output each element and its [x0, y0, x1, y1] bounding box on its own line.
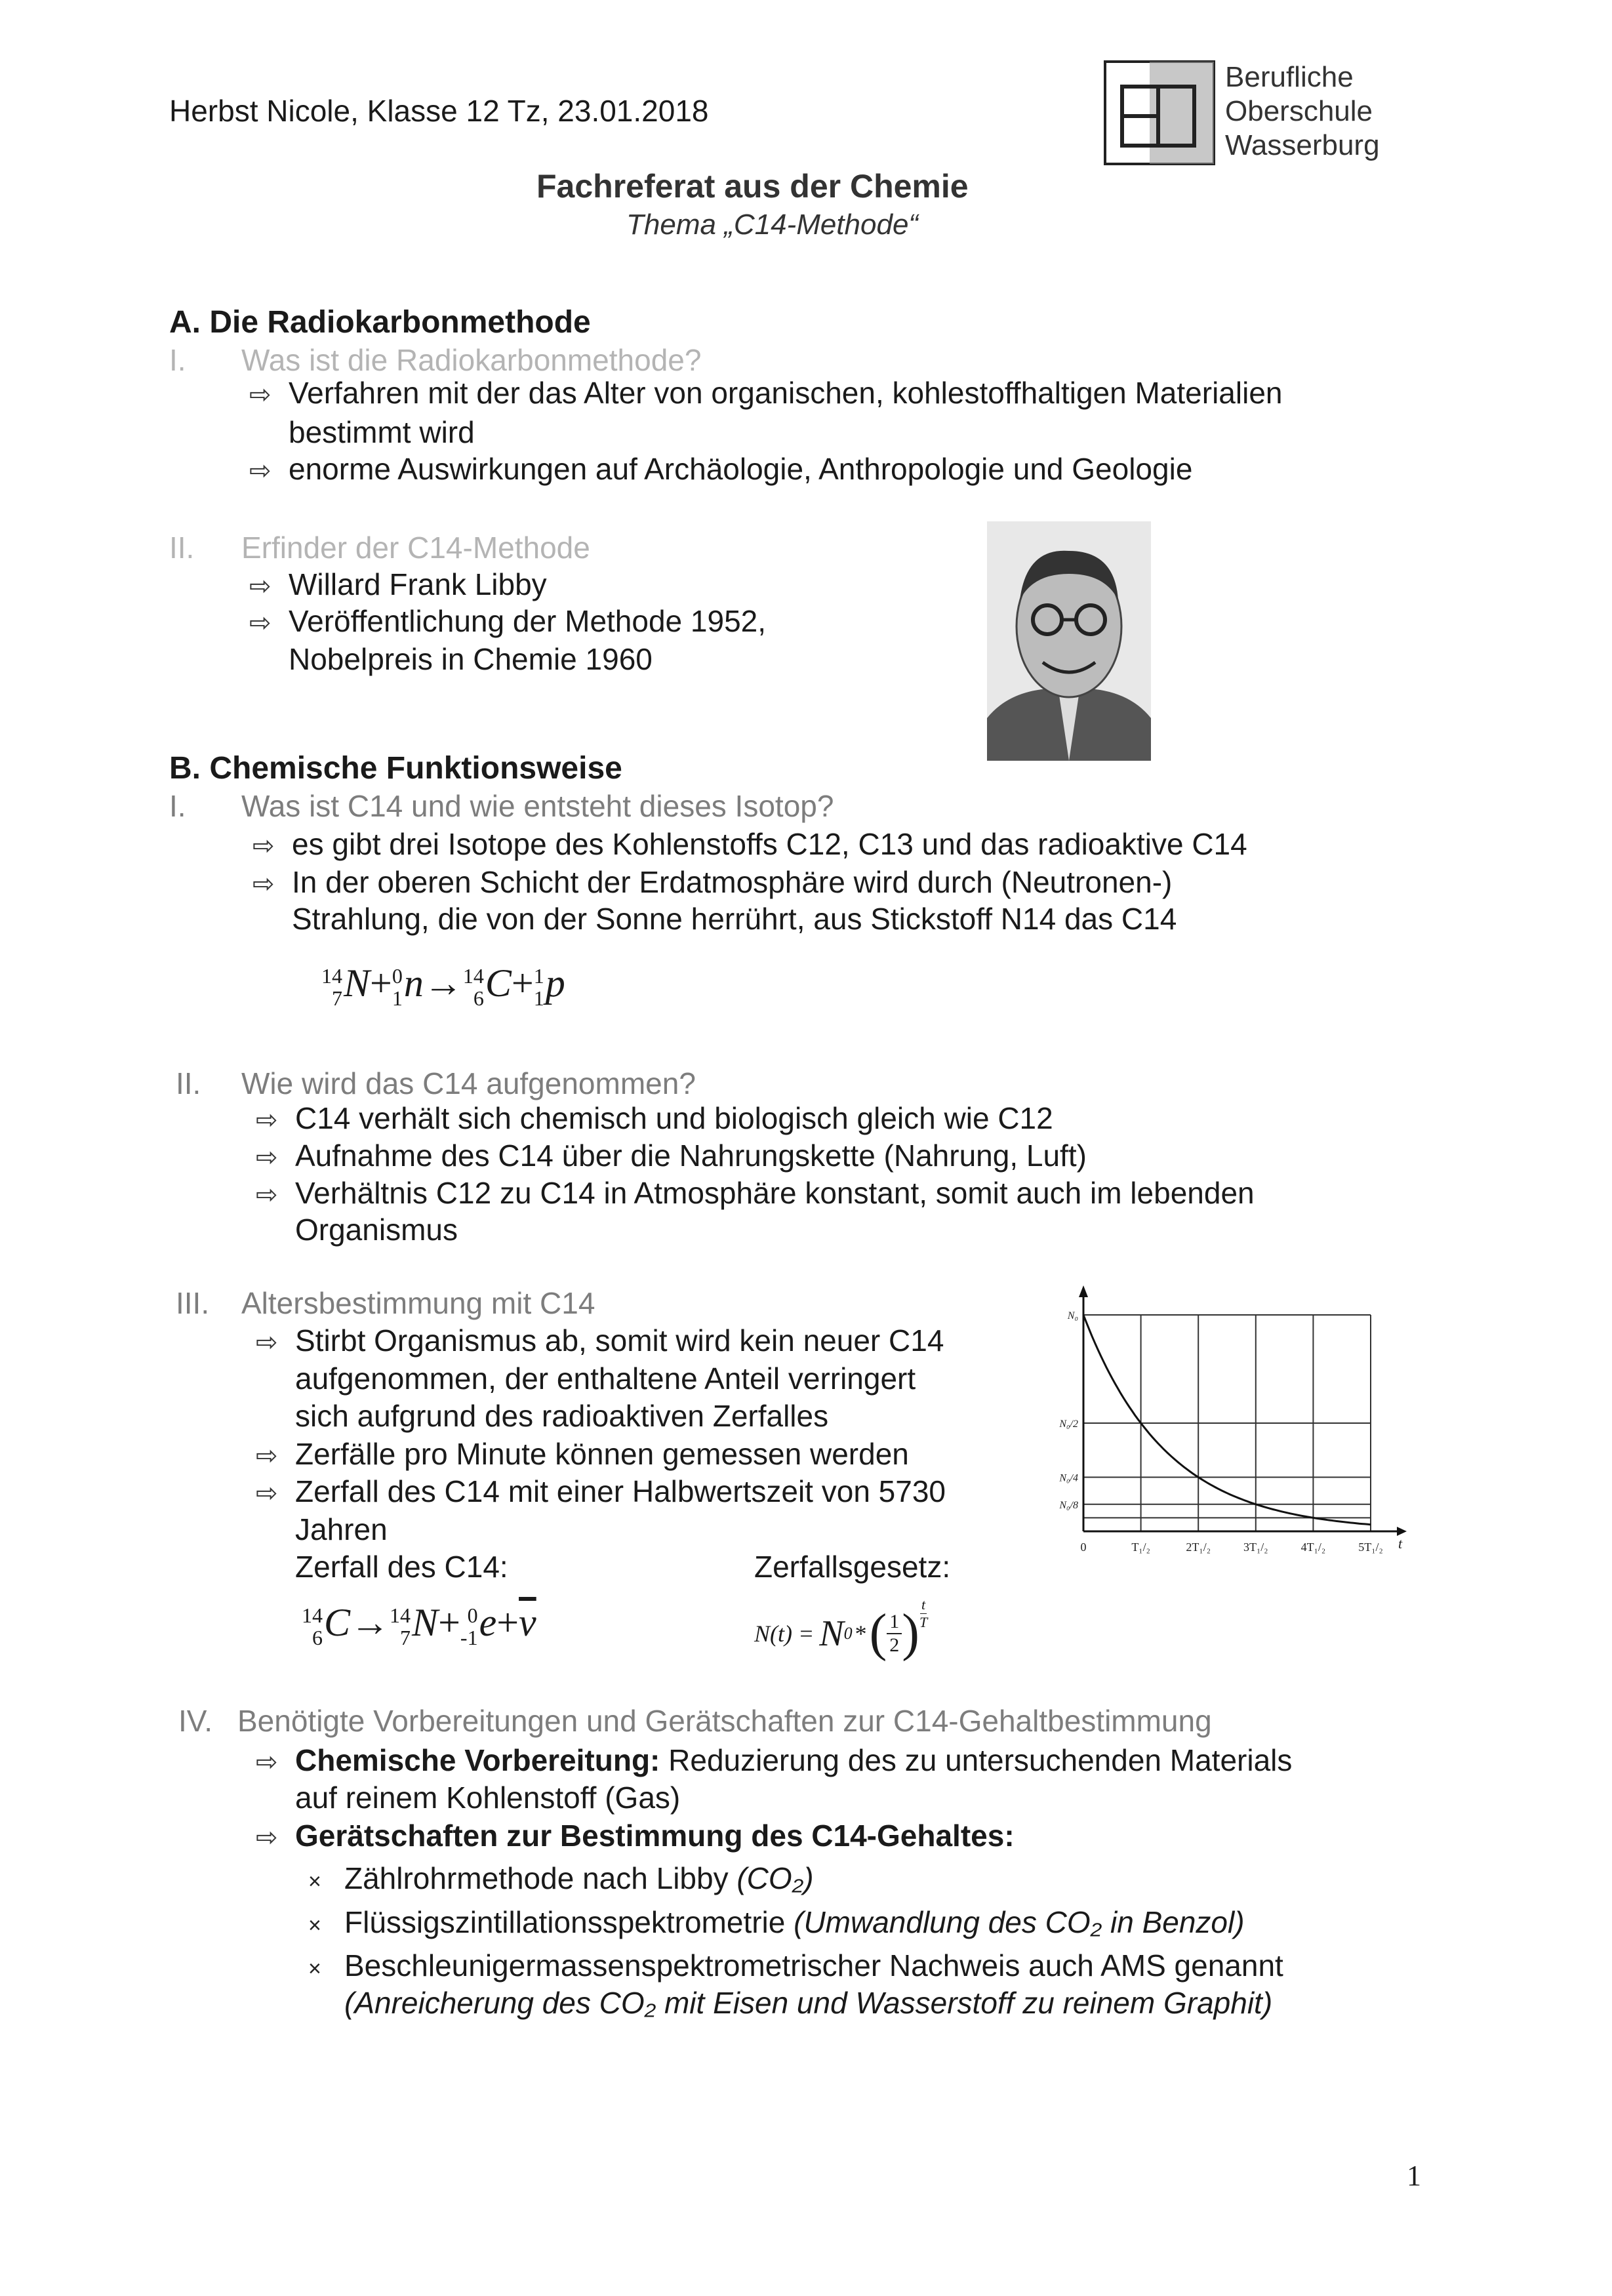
- x-tick-label: 4T₁/₂: [1300, 1541, 1326, 1554]
- y-tick-label: N₀: [1067, 1310, 1078, 1321]
- list-item: ⇨ Verfahren mit der das Alter von organischen, kohlestoffhaltigen Materialien: [249, 374, 1282, 414]
- arrow-right-icon: ⇨: [256, 1143, 278, 1172]
- arrow-right-icon: ⇨: [256, 1106, 278, 1135]
- decay-chart-svg: [1043, 1285, 1410, 1561]
- arrow-right-icon: ⇨: [256, 1479, 278, 1508]
- cross-bullet-icon: ×: [308, 1913, 321, 1938]
- list-item: ⇨ Veröffentlichung der Methode 1952,: [249, 602, 766, 642]
- device-item: × Beschleunigermassenspektrometrischer Nachweis auch AMS genannt: [308, 1946, 1283, 1988]
- list-item: ⇨ Willard Frank Libby: [249, 565, 547, 605]
- page-number: 1: [1407, 2160, 1421, 2192]
- list-item-continuation: Strahlung, die von der Sonne herrührt, aus Stickstoff N14 das C14: [292, 902, 1177, 936]
- device-item-continuation: (Anreicherung des CO₂ mit Eisen und Wasserstoff zu reinem Graphit): [344, 1986, 1273, 2020]
- chart-curve: [1083, 1315, 1371, 1525]
- list-item: ⇨ es gibt drei Isotope des Kohlenstoffs C12, C13 und das radioaktive C14: [252, 825, 1247, 865]
- decay-curve: [1083, 1315, 1371, 1525]
- y-tick-label: N₀/8: [1059, 1499, 1078, 1511]
- y-tick-label: N₀/2: [1059, 1419, 1078, 1430]
- arrow-right-icon: ⇨: [252, 870, 275, 898]
- law-label: Zerfallsgesetz:: [754, 1550, 951, 1584]
- section-b2-heading: II. Wie wird das C14 aufgenommen?: [176, 1066, 696, 1100]
- arrow-right-icon: ⇨: [256, 1748, 278, 1777]
- arrow-right-icon: ⇨: [252, 832, 275, 860]
- beta-decay-formula: 14 6 C→ 14 7 N+ 0 -1 $e+\overline{\nu}$: [302, 1601, 536, 1650]
- list-item-continuation: auf reinem Kohlenstoff (Gas): [295, 1781, 681, 1815]
- section-b4-heading: IV. Benötigte Vorbereitungen und Gerätschaften zur C14-Gehaltbestimmung: [178, 1704, 1212, 1738]
- decay-label: Zerfall des C14:: [295, 1550, 508, 1584]
- list-item: ⇨ In der oberen Schicht der Erdatmosphäre wird durch (Neutronen-): [252, 863, 1172, 903]
- y-axis-arrow-icon: [1079, 1285, 1088, 1297]
- x-tick-label: 2T₁/₂: [1186, 1541, 1211, 1554]
- device-item: × Zählrohrmethode nach Libby (CO₂): [308, 1859, 814, 1901]
- arrow-right-icon: ⇨: [249, 380, 272, 409]
- list-item: ⇨ Stirbt Organismus ab, somit wird kein neuer C14: [256, 1321, 944, 1361]
- list-item-continuation: Nobelpreis in Chemie 1960: [289, 642, 653, 676]
- section-b3-heading: III. Altersbestimmung mit C14: [176, 1286, 595, 1320]
- arrow-right-icon: ⇨: [249, 609, 272, 637]
- arrow-right-icon: ⇨: [249, 456, 272, 485]
- decay-law-formula: N(t) = N 0 * ( 1 2 ) t T: [754, 1596, 928, 1662]
- device-item: × Flüssigszintillationsspektrometrie (Umwandlung des CO₂ in Benzol): [308, 1903, 1245, 1944]
- nuclear-reaction-formula: 14 7 N+ 0 1 n→ 14 6 C+ 1 1 p: [321, 961, 565, 1011]
- x-tick-label: 3T₁/₂: [1243, 1541, 1268, 1554]
- list-item-continuation: sich aufgrund des radioaktiven Zerfalles: [295, 1399, 829, 1433]
- school-name: Berufliche Oberschule Wasserburg: [1225, 61, 1380, 161]
- x-axis-arrow-icon: [1397, 1527, 1407, 1536]
- list-item: ⇨ Chemische Vorbereitung: Reduzierung des zu untersuchenden Materials: [256, 1741, 1292, 1781]
- list-item: ⇨ Zerfälle pro Minute können gemessen werden: [256, 1435, 909, 1475]
- section-a2-heading: II. Erfinder der C14-Methode: [169, 531, 590, 565]
- list-item-continuation: aufgenommen, der enthaltene Anteil verringert: [295, 1361, 916, 1396]
- chart-grid: [1083, 1315, 1371, 1531]
- x-tick-label: 5T₁/₂: [1358, 1541, 1383, 1554]
- page-subtitle: Thema „C14-Methode“: [626, 209, 919, 241]
- chart-axes: [1079, 1285, 1407, 1536]
- y-tick-label: N₀/4: [1059, 1472, 1078, 1484]
- arrow-right-icon: ⇨: [249, 572, 272, 601]
- school-logo: [1104, 60, 1215, 165]
- chart-y-ticks: [1058, 1310, 1078, 1511]
- author-line: Herbst Nicole, Klasse 12 Tz, 23.01.2018: [169, 94, 709, 128]
- arrow-right-icon: ⇨: [256, 1441, 278, 1470]
- libby-portrait-photo: [987, 521, 1151, 761]
- list-item: ⇨ Verhältnis C12 zu C14 in Atmosphäre konstant, somit auch im lebenden: [256, 1174, 1255, 1214]
- x-tick-label: 0: [1080, 1541, 1087, 1554]
- section-b1-heading: I. Was ist C14 und wie entsteht dieses Isotop?: [169, 789, 834, 823]
- section-b-heading: B. Chemische Funktionsweise: [169, 751, 622, 786]
- decay-chart: [1043, 1285, 1410, 1561]
- page-title: Fachreferat aus der Chemie: [536, 168, 969, 205]
- cross-bullet-icon: ×: [308, 1956, 321, 1981]
- list-item: ⇨ Aufnahme des C14 über die Nahrungskette (Nahrung, Luft): [256, 1137, 1087, 1177]
- list-item-continuation: bestimmt wird: [289, 415, 475, 449]
- arrow-right-icon: ⇨: [256, 1823, 278, 1852]
- section-a1-heading: I. Was ist die Radiokarbonmethode?: [169, 343, 702, 377]
- arrow-right-icon: ⇨: [256, 1328, 278, 1357]
- list-item: ⇨ Gerätschaften zur Bestimmung des C14-Gehaltes:: [256, 1817, 1015, 1857]
- arrow-right-icon: ⇨: [256, 1180, 278, 1209]
- section-a-heading: A. Die Radiokarbonmethode: [169, 305, 591, 340]
- list-item-continuation: Organismus: [295, 1213, 458, 1247]
- x-axis-symbol: t: [1398, 1535, 1403, 1552]
- list-item: ⇨ C14 verhält sich chemisch und biologisch gleich wie C12: [256, 1099, 1053, 1139]
- cross-bullet-icon: ×: [308, 1869, 321, 1894]
- chart-x-ticks: [1081, 1535, 1403, 1554]
- list-item: ⇨ enorme Auswirkungen auf Archäologie, Anthropologie und Geologie: [249, 450, 1192, 490]
- list-item-continuation: Jahren: [295, 1512, 388, 1546]
- list-item: ⇨ Zerfall des C14 mit einer Halbwertszeit von 5730: [256, 1472, 946, 1512]
- x-tick-label: T₁/₂: [1131, 1541, 1150, 1554]
